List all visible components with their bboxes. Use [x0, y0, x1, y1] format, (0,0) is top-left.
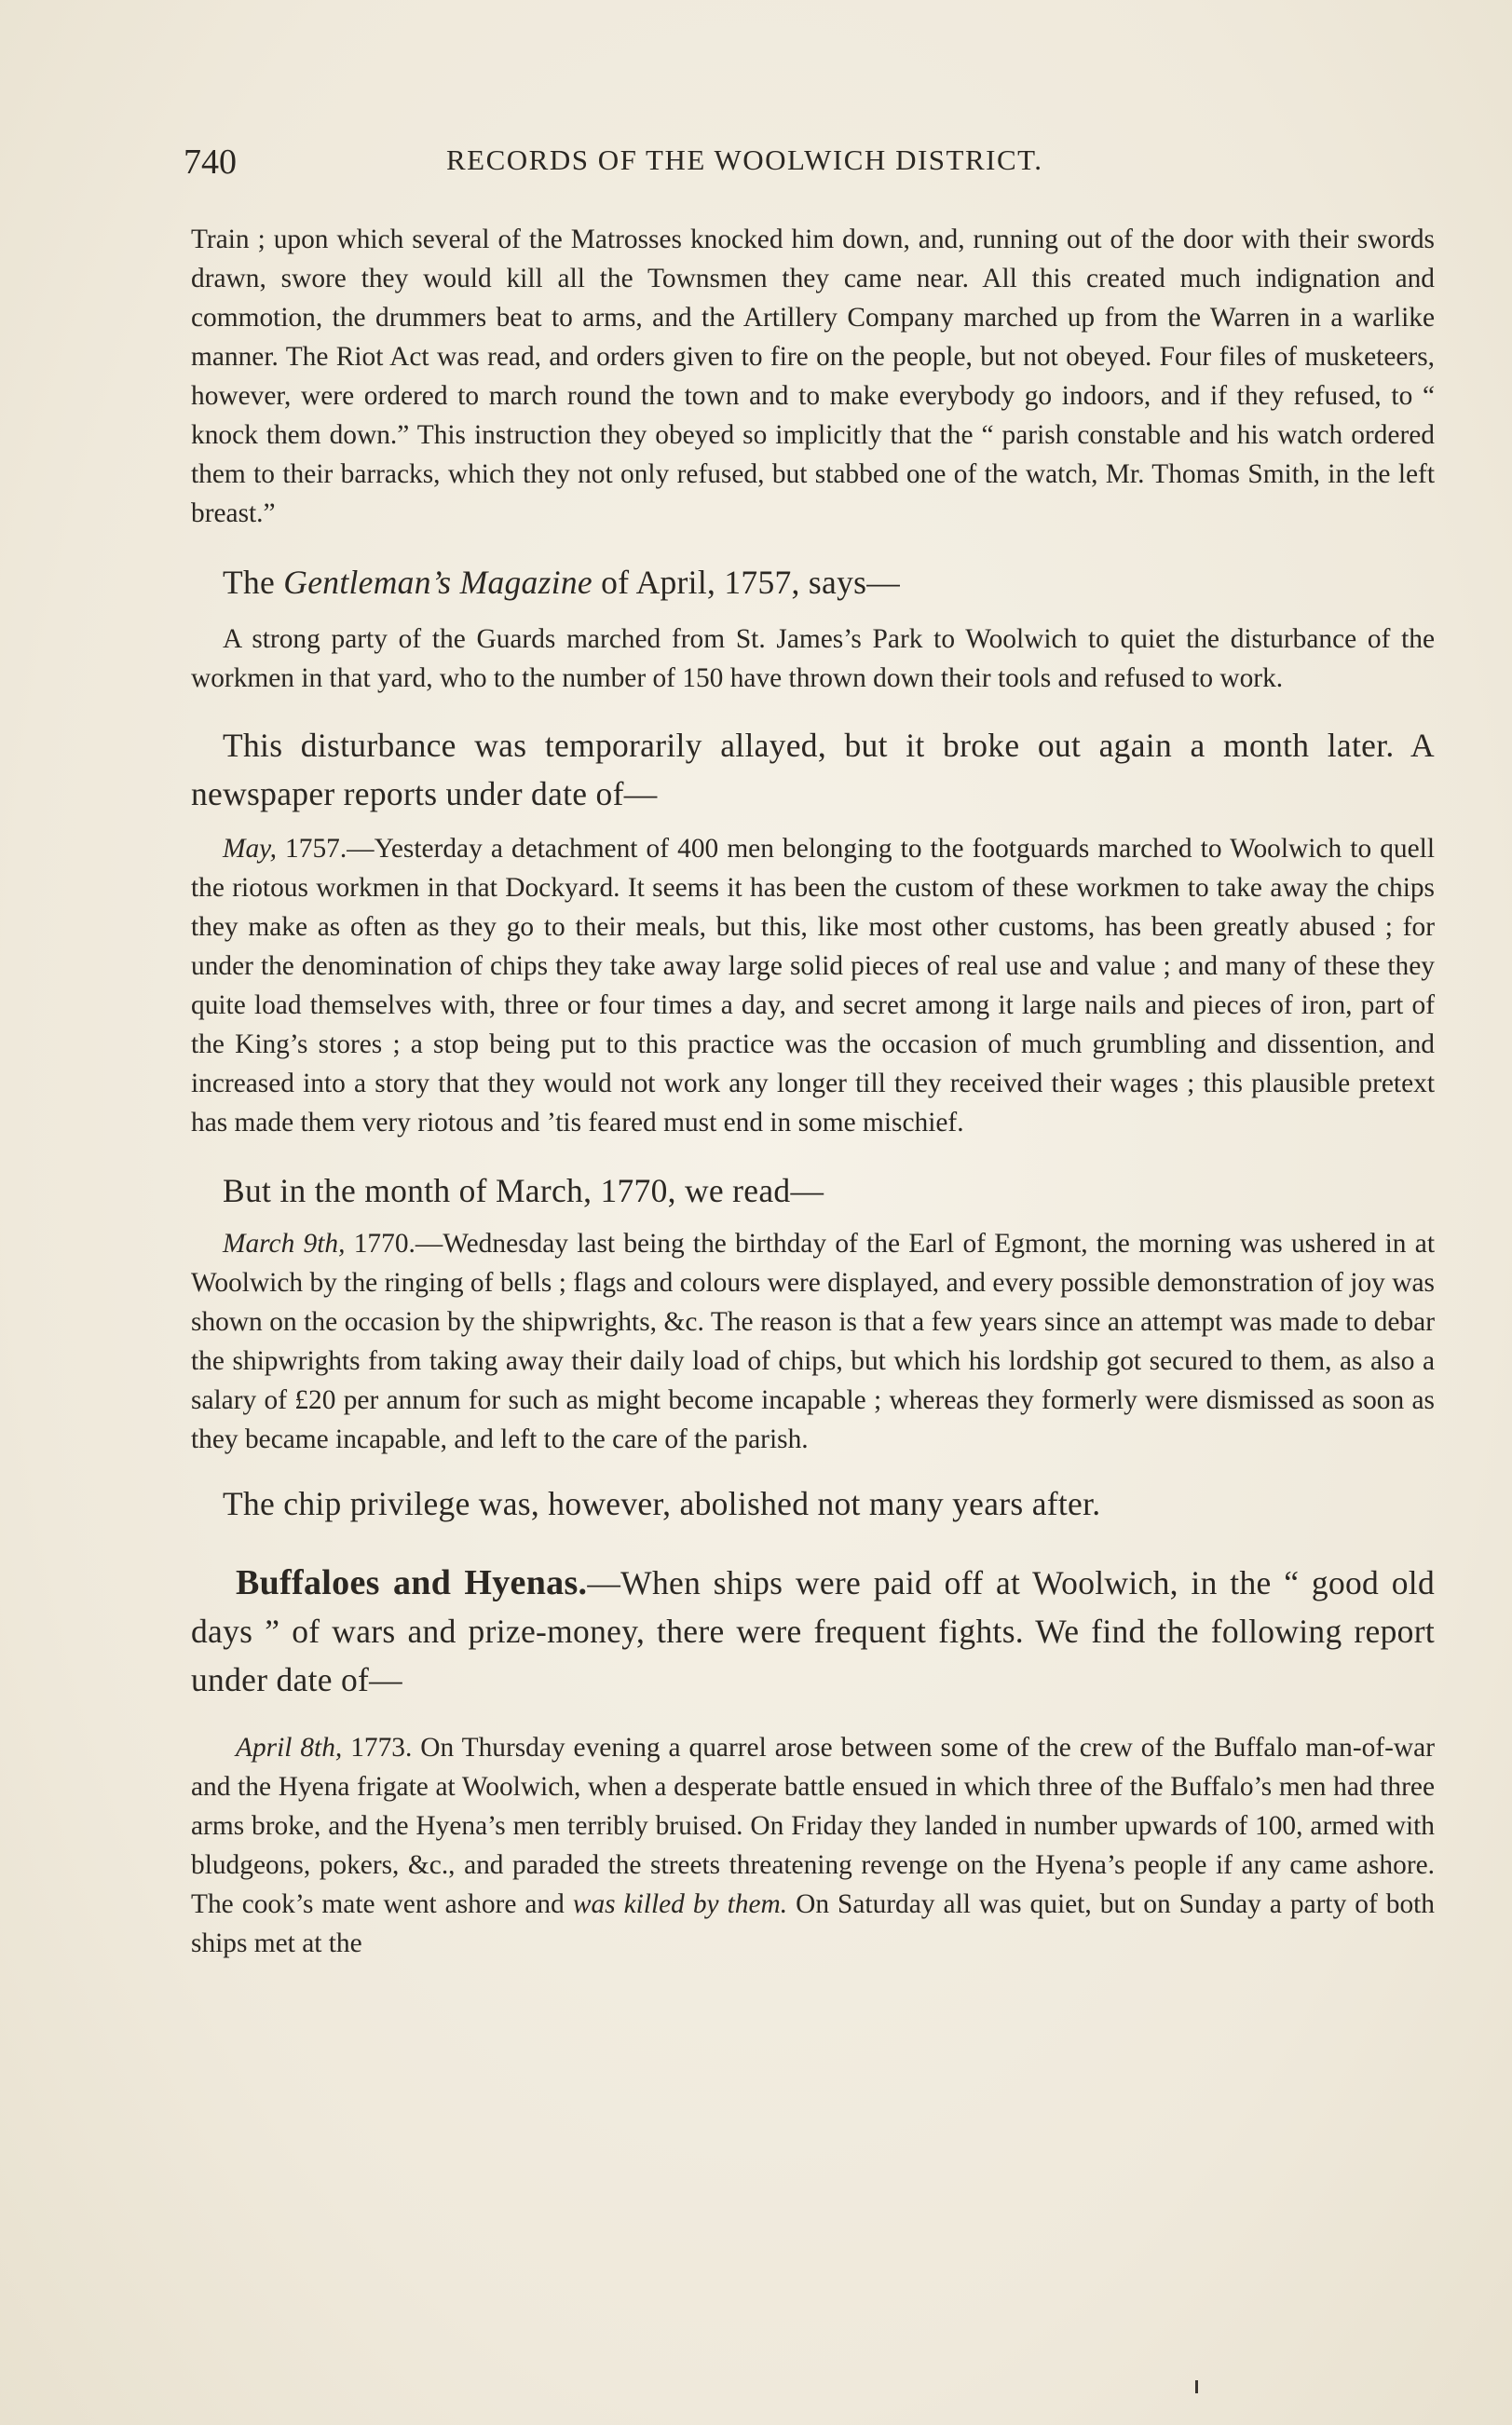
- page-body: [191, 220, 1435, 1963]
- paragraph-april-1773: [191, 1728, 1435, 1963]
- date-label: May,: [223, 834, 277, 864]
- running-head: RECORDS OF THE WOOLWICH DISTRICT.: [446, 143, 1043, 176]
- date-label: March 9th,: [223, 1229, 346, 1259]
- paragraph-riot-account: Train ; upon which several of the Matrosses knocked him down, and, running out of the door with their swords drawn, swore they would kill all the Townsmen they came near. All this created much indignation and commotion, the drummers beat to arms, and the Artillery Company marched up from the Warren in a warlike manner. The Riot Act was read, and orders given to fire on the people, but not obeyed. Four files of musketeers, however, were ordered to march round the town and to make everybody go indoors, and if they refused, to “ knock them down.” This instruction they obeyed so implicitly that the “ parish constable and his watch ordered them to their barracks, which they not only refused, but stabbed one of the watch, Mr. Thomas Smith, in the left breast.”: [191, 225, 1435, 528]
- date-label: April 8th,: [236, 1733, 343, 1763]
- paragraph-march-1770: [191, 1224, 1435, 1459]
- paragraph-may-1757: [191, 829, 1435, 1142]
- paragraph-gentlemans-magazine-intro: [191, 558, 1435, 606]
- text-run: —When ships were paid off at Woolwich, in the “ good old days ” of wars and prize-money, there were frequent fights. We find the following report under date of—: [191, 1564, 1436, 1698]
- paragraph-chip-privilege: The chip privilege was, however, abolished not many years after.: [223, 1485, 1101, 1522]
- page-number: 740: [184, 143, 237, 182]
- paragraph-disturbance: This disturbance was temporarily allayed, but it broke out again a month later. A newspaper reports under date of—: [191, 727, 1435, 812]
- text-run: 1773. On Thursday evening a quarrel arose between some of the crew of the Buffalo man-of-war and the Hyena frigate at Woolwich, when a desperate battle ensued in which three of the Buffalo’s men had three arms broke, and the Hyena’s men terribly bruised. On Friday they landed in number upwards of 100, armed with bludgeons, pokers, &c., and paraded the streets threatening revenge on the Hyena’s people if any came ashore. The cook’s mate went ashore and: [191, 1733, 1435, 1919]
- text-run: of April, 1757, says—: [593, 564, 901, 601]
- print-mark: [1195, 2380, 1198, 2393]
- paragraph-buffaloes-hyenas: [191, 1559, 1435, 1704]
- text-run: On Saturday all was quiet, but on Sunday a party of both ships met at the: [191, 1889, 1436, 1958]
- text-run: 1757.—Yesterday a detachment of 400 men belonging to the footguards marched to Woolwich to quell the riotous workmen in that Dockyard. It seems it has been the custom of these workmen to take away the chips they make as often as they go to their meals, but this, like most other customs, has been greatly abused ; for under the denomination of chips they take away large solid pieces of real use and value ; and many of these they quite load themselves with, three or four times a day, and secret among it large nails and pieces of iron, part of the King’s stores ; a stop being put to this practice was the occasion of much grumbling and dissention, and increased into a story that they would not work any longer till they received their wages ; this plausible pretext has made them very riotous and ’tis feared must end in some mischief.: [191, 834, 1435, 1138]
- magazine-title: Gentleman’s Magazine: [283, 564, 593, 601]
- paragraph-guards-quote: A strong party of the Guards marched from St. James’s Park to Woolwich to quiet the disturbance of the workmen in that yard, who to the number of 150 have thrown down their tools and refused to work.: [191, 624, 1435, 693]
- text-run: The: [223, 564, 284, 601]
- text-run: 1770.—Wednesday last being the birthday of the Earl of Egmont, the morning was ushered in at Woolwich by the ringing of bells ; flags and colours were displayed, and every possible demonstration of joy was shown on the occasion by the shipwrights, &c. The reason is that a few years since an attempt was made to debar the shipwrights from taking away their daily load of chips, but which his lordship got secured to them, as also a salary of £20 per annum for such as might become incapable ; whereas they formerly were dismissed as soon as they became incapable, and left to the care of the parish.: [191, 1229, 1435, 1454]
- paragraph-march-1770-intro: But in the month of March, 1770, we read—: [223, 1172, 824, 1209]
- emphasis-text: was killed by them.: [572, 1889, 788, 1919]
- section-heading: Buffaloes and Hyenas.: [236, 1563, 588, 1602]
- page-header: [184, 142, 1283, 183]
